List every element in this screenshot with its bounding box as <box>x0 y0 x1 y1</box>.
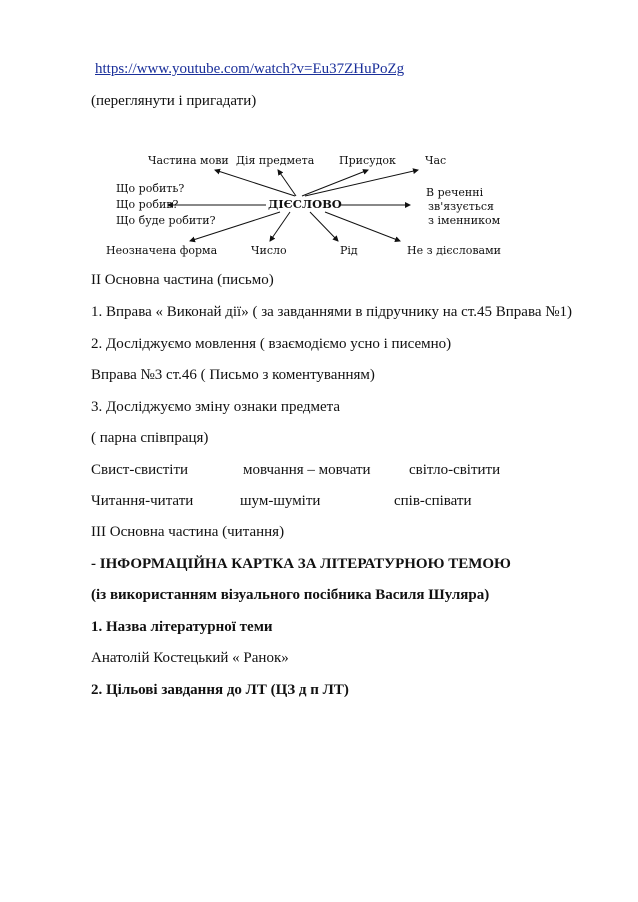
diagram-bottom-2: Число <box>251 244 287 257</box>
word-pair: шум-шуміти <box>240 493 321 509</box>
word-pair: спів-співати <box>394 493 472 509</box>
arrow-bottom-2 <box>270 212 290 241</box>
diagram-bottom-4: Не з дієсловами <box>407 244 501 257</box>
task-2: 2. Досліджуємо мовлення ( взаємодіємо усно і писемно) <box>91 336 452 352</box>
arrow-top-4 <box>305 170 418 196</box>
word-pair: мовчання – мовчати <box>243 462 371 478</box>
section-2-title: ІІ Основна частина (письмо) <box>91 272 274 288</box>
arrow-top-3 <box>302 170 368 196</box>
diagram-right-2: зв'язується <box>428 200 494 213</box>
word-pair: Свист-свистіти <box>91 462 189 478</box>
verb-diagram <box>100 148 510 263</box>
diagram-bottom-1: Неозначена форма <box>106 244 218 257</box>
arrow-top-1 <box>215 170 295 196</box>
diagram-left-2: Що робив? <box>116 198 179 211</box>
goals-heading: 2. Цільові завдання до ЛТ (ЦЗ д п ЛТ) <box>91 682 349 698</box>
author-title: Анатолій Костецький « Ранок» <box>91 650 289 666</box>
section-3-title: ІІІ Основна частина (читання) <box>91 524 285 540</box>
diagram-left-3: Що буде робити? <box>116 214 216 227</box>
task-3: 3. Досліджуємо зміну ознаки предмета <box>91 399 341 415</box>
diagram-bottom-3: Рід <box>340 244 358 257</box>
pair-work: ( парна співпраця) <box>91 430 209 446</box>
arrow-bottom-3 <box>310 212 338 241</box>
arrow-bottom-4 <box>325 212 400 241</box>
video-link[interactable]: https://www.youtube.com/watch?v=Eu37ZHuPoZg <box>95 61 405 77</box>
info-card-subtitle: (із використанням візуального посібника Василя Шуляра) <box>91 587 490 603</box>
diagram-right-1: В реченні <box>426 186 484 199</box>
topic-name-heading: 1. Назва літературної теми <box>91 619 273 635</box>
exercise-3: Вправа №3 ст.46 ( Письмо з коментуванням) <box>91 367 375 383</box>
task-1: 1. Вправа « Виконай дії» ( за завданнями в підручнику на ст.45 Вправа №1) <box>91 304 573 320</box>
word-pair: Читання-читати <box>91 493 194 509</box>
diagram-left-1: Що робить? <box>116 182 185 195</box>
arrow-top-2 <box>278 170 296 196</box>
diagram-top-2: Дія предмета <box>236 154 315 167</box>
review-note: (переглянути і пригадати) <box>91 93 257 109</box>
diagram-center: ДІЄСЛОВО <box>268 197 342 211</box>
diagram-top-3: Присудок <box>339 154 396 167</box>
word-pair: світло-світити <box>409 462 501 478</box>
info-card-heading: - ІНФОРМАЦІЙНА КАРТКА ЗА ЛІТЕРАТУРНОЮ ТЕМОЮ <box>91 556 511 572</box>
diagram-right-3: з іменником <box>428 214 501 227</box>
diagram-top-4: Час <box>425 154 447 167</box>
diagram-top-1: Частина мови <box>148 154 229 167</box>
